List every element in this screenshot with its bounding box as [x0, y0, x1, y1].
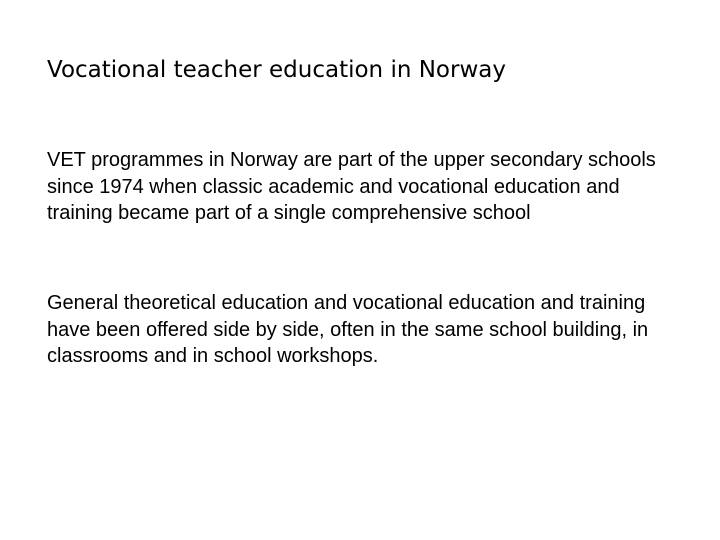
- paragraph-general-education: General theoretical education and vocational education and training have been offered side by side, often in the same school building, in classrooms and in school workshops.: [47, 292, 649, 367]
- paragraph-vet-programmes: VET programmes in Norway are part of the upper secondary schools since 1974 when classic academic and vocational education and training became part of a single comprehensive school: [47, 149, 656, 224]
- slide-title: Vocational teacher education in Norway: [47, 57, 506, 83]
